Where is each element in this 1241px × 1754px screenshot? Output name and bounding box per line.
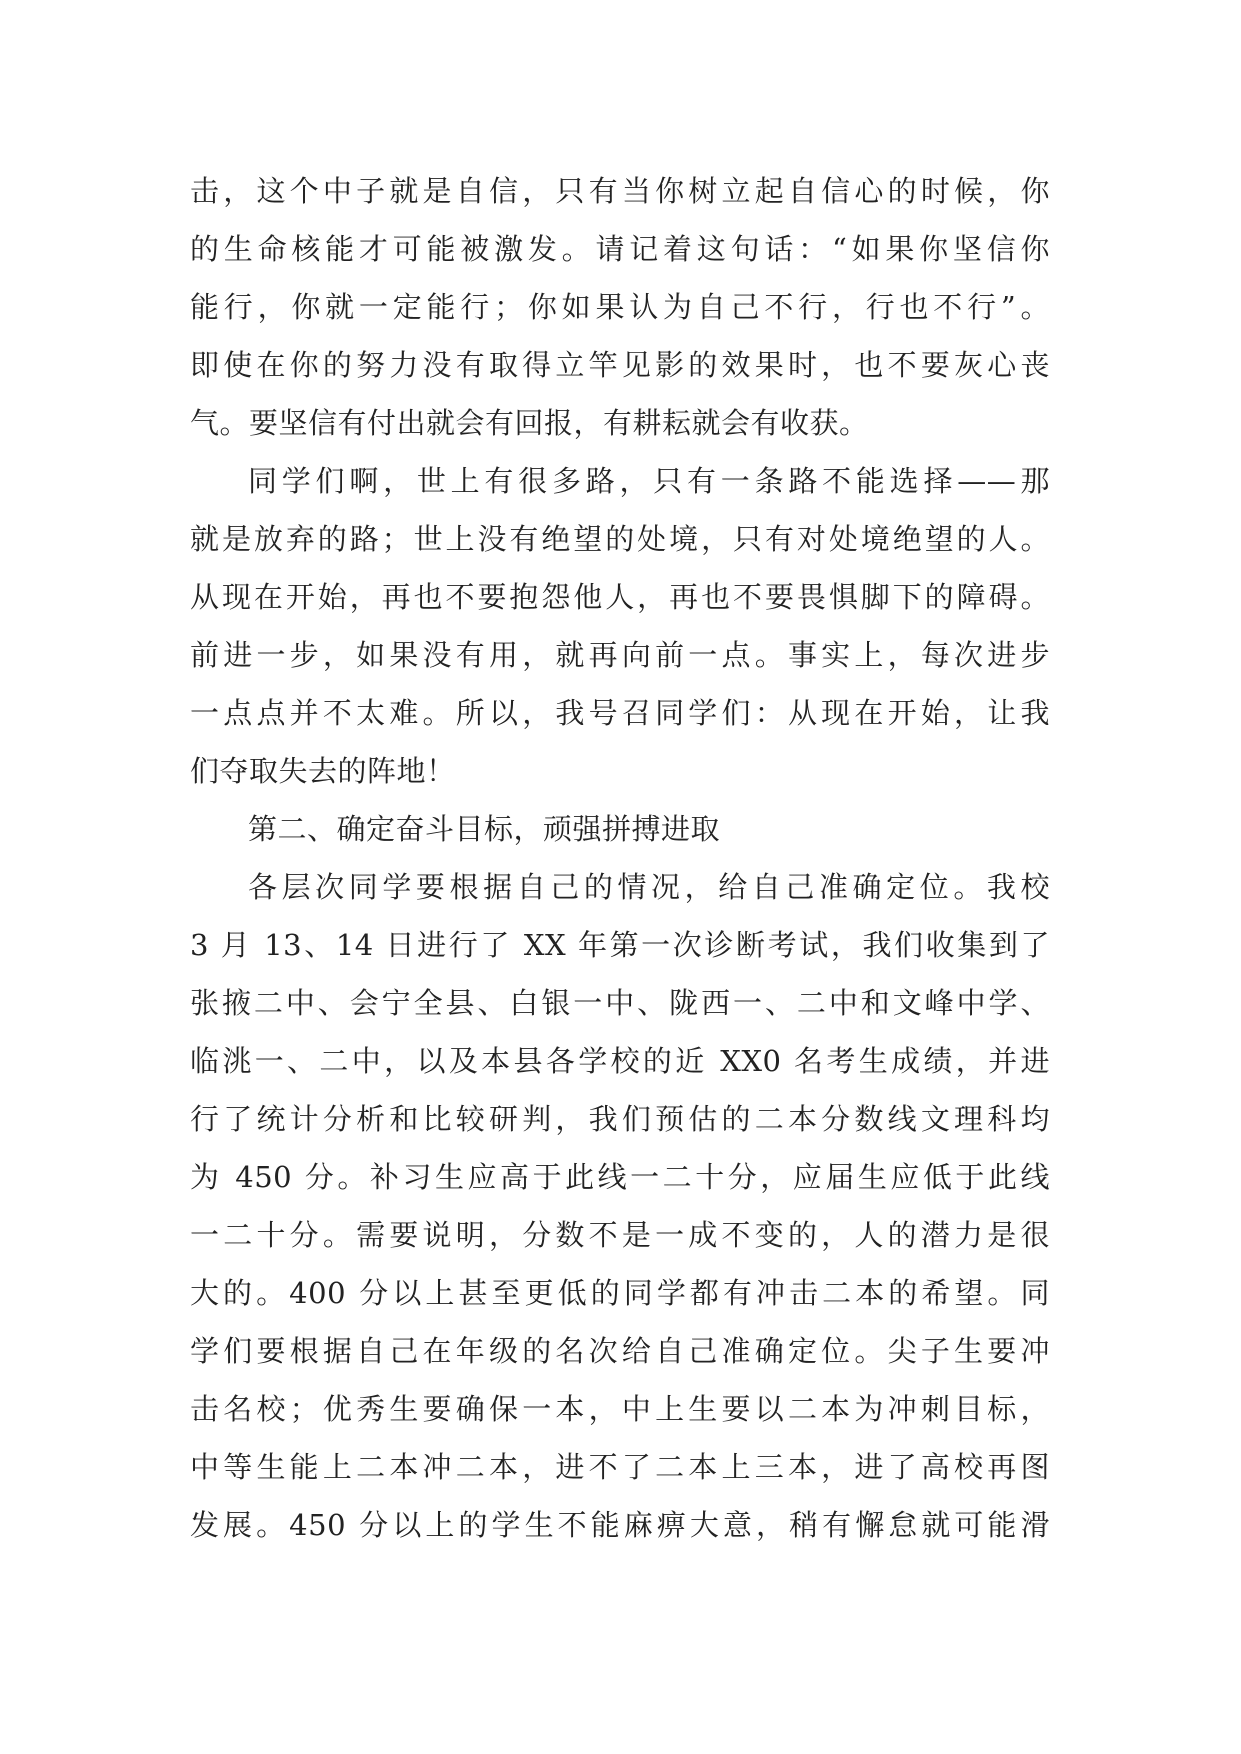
text-line: 同学们啊，世上有很多路，只有一条路不能选择——那: [248, 464, 1050, 498]
text-line: 一二十分。需要说明，分数不是一成不变的，人的潜力是很: [190, 1218, 1050, 1252]
text-line: 3 月 13、14 日进行了 XX 年第一次诊断考试，我们收集到了: [190, 928, 1050, 962]
text-line: 临洮一、二中，以及本县各学校的近 XX0 名考生成绩，并进: [190, 1044, 1050, 1078]
section-heading: 第二、确定奋斗目标，顽强拼搏进取: [248, 812, 721, 846]
text-line: 就是放弃的路；世上没有绝望的处境，只有对处境绝望的人。: [190, 522, 1050, 556]
text-line: 行了统计分析和比较研判，我们预估的二本分数线文理科均: [190, 1102, 1050, 1136]
text-line: 们夺取失去的阵地！: [190, 754, 456, 788]
text-line: 张掖二中、会宁全县、白银一中、陇西一、二中和文峰中学、: [190, 986, 1050, 1020]
text-line: 中等生能上二本冲二本，进不了二本上三本，进了高校再图: [190, 1450, 1050, 1484]
text-line: 击，这个中子就是自信，只有当你树立起自信心的时候，你: [190, 174, 1050, 208]
text-line: 即使在你的努力没有取得立竿见影的效果时，也不要灰心丧: [190, 348, 1050, 382]
text-line: 的生命核能才可能被激发。请记着这句话：“如果你坚信你: [190, 232, 1050, 266]
text-line: 大的。400 分以上甚至更低的同学都有冲击二本的希望。同: [190, 1276, 1050, 1310]
text-line: 一点点并不太难。所以，我号召同学们：从现在开始，让我: [190, 696, 1050, 730]
text-line: 为 450 分。补习生应高于此线一二十分，应届生应低于此线: [190, 1160, 1050, 1194]
text-line: 气。要坚信有付出就会有回报，有耕耘就会有收获。: [190, 406, 869, 440]
text-line: 能行，你就一定能行；你如果认为自己不行，行也不行”。: [190, 290, 1050, 324]
text-line: 发展。450 分以上的学生不能麻痹大意，稍有懈怠就可能滑: [190, 1508, 1050, 1542]
text-line: 从现在开始，再也不要抱怨他人，再也不要畏惧脚下的障碍。: [190, 580, 1050, 614]
text-line: 各层次同学要根据自己的情况，给自己准确定位。我校: [248, 870, 1050, 904]
text-line: 学们要根据自己在年级的名次给自己准确定位。尖子生要冲: [190, 1334, 1050, 1368]
text-line: 前进一步，如果没有用，就再向前一点。事实上，每次进步: [190, 638, 1050, 672]
document-body: [190, 162, 1050, 1554]
text-line: 击名校；优秀生要确保一本，中上生要以二本为冲刺目标，: [190, 1392, 1050, 1426]
